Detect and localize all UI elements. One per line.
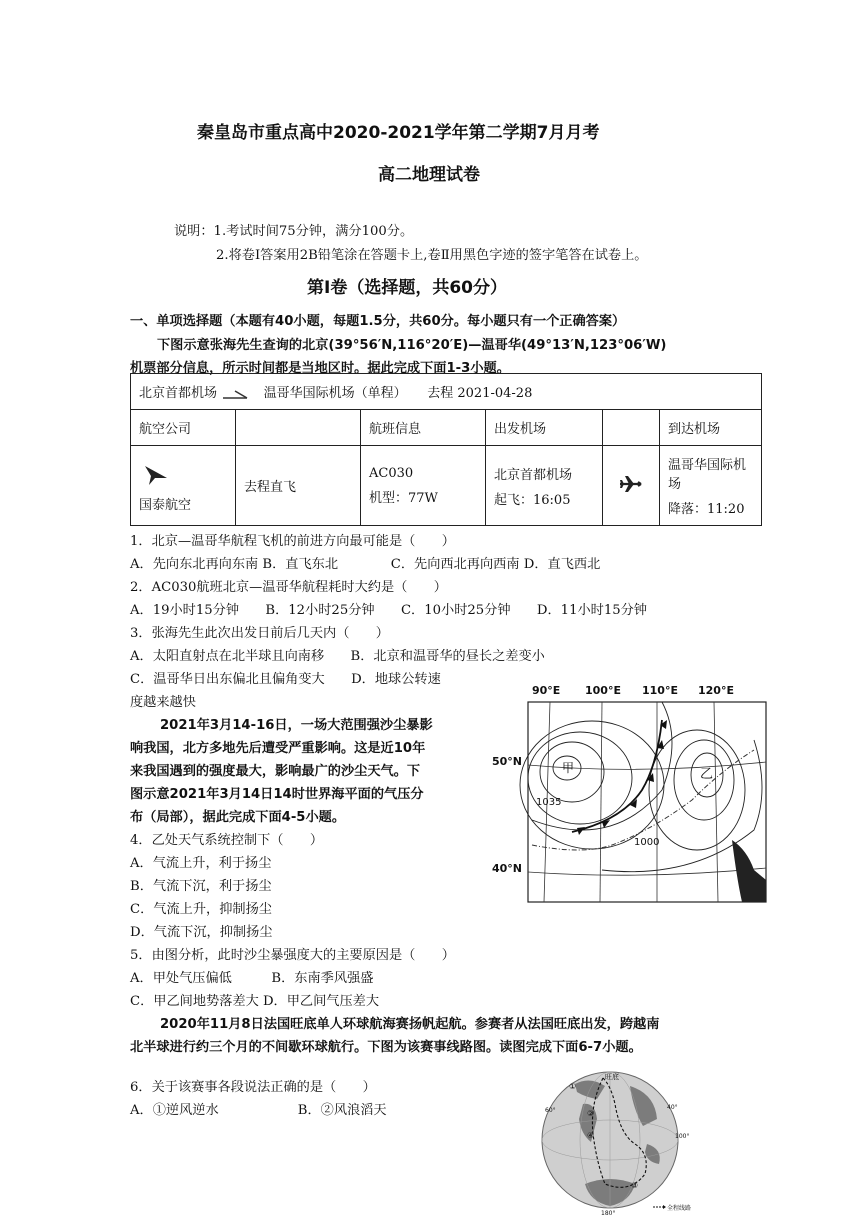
lon-label-100e: 100°E [585, 684, 621, 697]
route-legend [653, 1204, 691, 1212]
airline-logo-icon [143, 464, 169, 486]
question-6-options-ab: A．①逆风逆水 B．②风浪滔天 [130, 1103, 387, 1118]
arrive-cell [660, 446, 762, 526]
passage-3-line-2: 北半球进行约三个月的不间歇环球航行。下图为该赛事线路图。读图完成下面6-7小题。 [130, 1040, 642, 1055]
question-1-options: A．先向东北再向东南 B．直飞东北 C．先向西北再向西南 D．直飞西北 [130, 557, 601, 572]
flight-info-table [130, 373, 762, 526]
header-airline: 航空公司 [131, 410, 236, 446]
header-depart: 出发机场 [486, 410, 603, 446]
passage-2-line-3: 来我国遇到的强度最大，影响最广的沙尘天气。下 [130, 764, 421, 779]
section-title: 第Ⅰ卷（选择题，共60分） [307, 278, 507, 298]
question-5: 5．由图分析，此时沙尘暴强度大的主要原因是（ ） [130, 948, 455, 963]
route-from: 北京首都机场 [139, 386, 218, 401]
question-6: 6．关于该赛事各段说法正确的是（ ） [130, 1080, 376, 1095]
question-3-options-ab: A．太阳直射点在北半球且向南移 B．北京和温哥华的昼长之差变小 [130, 649, 545, 664]
label-1035: 1035 [536, 797, 562, 808]
arrive-airport: 温哥华国际机场 [668, 458, 747, 492]
one-way-arrow-icon [221, 388, 251, 400]
intro-line-1: 下图示意张海先生查询的北京(39°56′N,116°20′E)—温哥华(49°13′N,123°06′W) [157, 338, 667, 353]
lon-label-90e: 90°E [532, 684, 561, 697]
label-start: 旺底 [605, 1073, 619, 1081]
question-5-options-cd: C．甲乙间地势落差大 D．甲乙间气压差大 [130, 994, 380, 1009]
page-subtitle: 高二地理试卷 [378, 165, 480, 185]
label-segment-3: ③ [631, 1181, 639, 1190]
passage-2-line-4: 图示意2021年3月14日14时世界海平面的气压分 [130, 787, 424, 802]
question-2-options: A．19小时15分钟 B．12小时25分钟 C．10小时25分钟 D．11小时15分钟 [130, 603, 647, 618]
header-flight-info: 航班信息 [361, 410, 486, 446]
label-segment-4: ④ [587, 1131, 595, 1140]
passage-3-line-1: 2020年11月8日法国旺底单人环球航海赛扬帆起航。参赛者从法国旺底出发，跨越南 [160, 1017, 660, 1032]
label-1000: 1000 [634, 837, 660, 848]
header-blank-2 [603, 410, 660, 446]
plane-cell [603, 446, 660, 526]
flight-number: AC030 [369, 465, 414, 481]
airline-cell [131, 446, 236, 526]
question-1: 1．北京—温哥华航程飞机的前进方向最可能是（ ） [130, 534, 455, 549]
route-to: 温哥华国际机场（单程） [263, 386, 407, 401]
aircraft-type: 机型：77W [369, 490, 438, 506]
passage-2-line-2: 响我国，北方多地先后遭受严重影响。这是近10年 [130, 741, 426, 756]
question-4-option-b: B．气流下沉，利于扬尘 [130, 879, 272, 894]
lon-label-110e: 110°E [642, 684, 678, 697]
page-title: 秦皇岛市重点高中2020-2021学年第二学期7月月考 [197, 123, 600, 143]
intro-line-2: 机票部分信息，所示时间都是当地区时。据此完成下面1-3小题。 [130, 361, 510, 376]
depart-time: 起飞：16:05 [494, 492, 571, 508]
label-lon-60: 60° [545, 1107, 556, 1114]
depart-airport: 北京首都机场 [494, 467, 573, 483]
map-frame [528, 702, 766, 902]
passage-2-line-5: 布（局部），据此完成下面4-5小题。 [130, 810, 346, 825]
label-lon-40: 40° [667, 1104, 678, 1111]
instruction-line-2: 2.将卷Ⅰ答案用2B铅笔涂在答题卡上,卷Ⅱ用黑色字迹的签字笔答在试卷上。 [216, 248, 648, 263]
label-yi: 乙 [700, 767, 714, 782]
depart-cell [486, 446, 603, 526]
pressure-map [492, 680, 770, 910]
lat-label-40n: 40°N [492, 862, 523, 875]
route-row [131, 374, 762, 410]
header-blank-1 [236, 410, 361, 446]
label-lon-180: 180° [601, 1210, 616, 1216]
passage-2-line-1: 2021年3月14-16日，一场大范围强沙尘暴影 [160, 718, 433, 733]
question-3-option-c-cont: 度越来越快 [130, 695, 196, 710]
globe-route-map [535, 1064, 695, 1216]
question-4: 4．乙处天气系统控制下（ ） [130, 833, 324, 848]
question-2: 2．AC030航班北京—温哥华航程耗时大约是（ ） [130, 580, 447, 595]
airplane-icon [619, 475, 643, 493]
instruction-line-1: 说明：1.考试时间75分钟，满分100分。 [174, 224, 414, 239]
legend-label: 全程线路 [667, 1205, 692, 1212]
label-lon-100: 100° [675, 1133, 690, 1140]
label-jia: 甲 [562, 761, 575, 775]
question-4-option-a: A．气流上升，利于扬尘 [130, 856, 272, 871]
flight-type: 去程直飞 [236, 446, 361, 526]
question-4-option-c: C．气流上升，抑制扬尘 [130, 902, 272, 917]
flight-info-cell [361, 446, 486, 526]
question-5-options-ab: A．甲处气压偏低 B．东南季风强盛 [130, 971, 374, 986]
question-3: 3．张海先生此次出发日前后几天内（ ） [130, 626, 389, 641]
lat-label-50n: 50°N [492, 755, 523, 768]
section-heading: 一、单项选择题（本题有40小题，每题1.5分，共60分。每小题只有一个正确答案） [130, 314, 626, 329]
question-4-option-d: D．气流下沉，抑制扬尘 [130, 925, 273, 940]
airline-name: 国泰航空 [139, 498, 192, 513]
lon-label-120e: 120°E [698, 684, 734, 697]
route-date: 去程 2021-04-28 [427, 386, 533, 401]
question-3-option-c: C．温哥华日出东偏北且偏角变大 D．地球公转速 [130, 672, 441, 687]
label-segment-1: ① [569, 1082, 577, 1091]
header-arrive: 到达机场 [660, 410, 762, 446]
label-segment-2: ② [587, 1109, 595, 1118]
arrive-time: 降落：11:20 [668, 502, 745, 517]
